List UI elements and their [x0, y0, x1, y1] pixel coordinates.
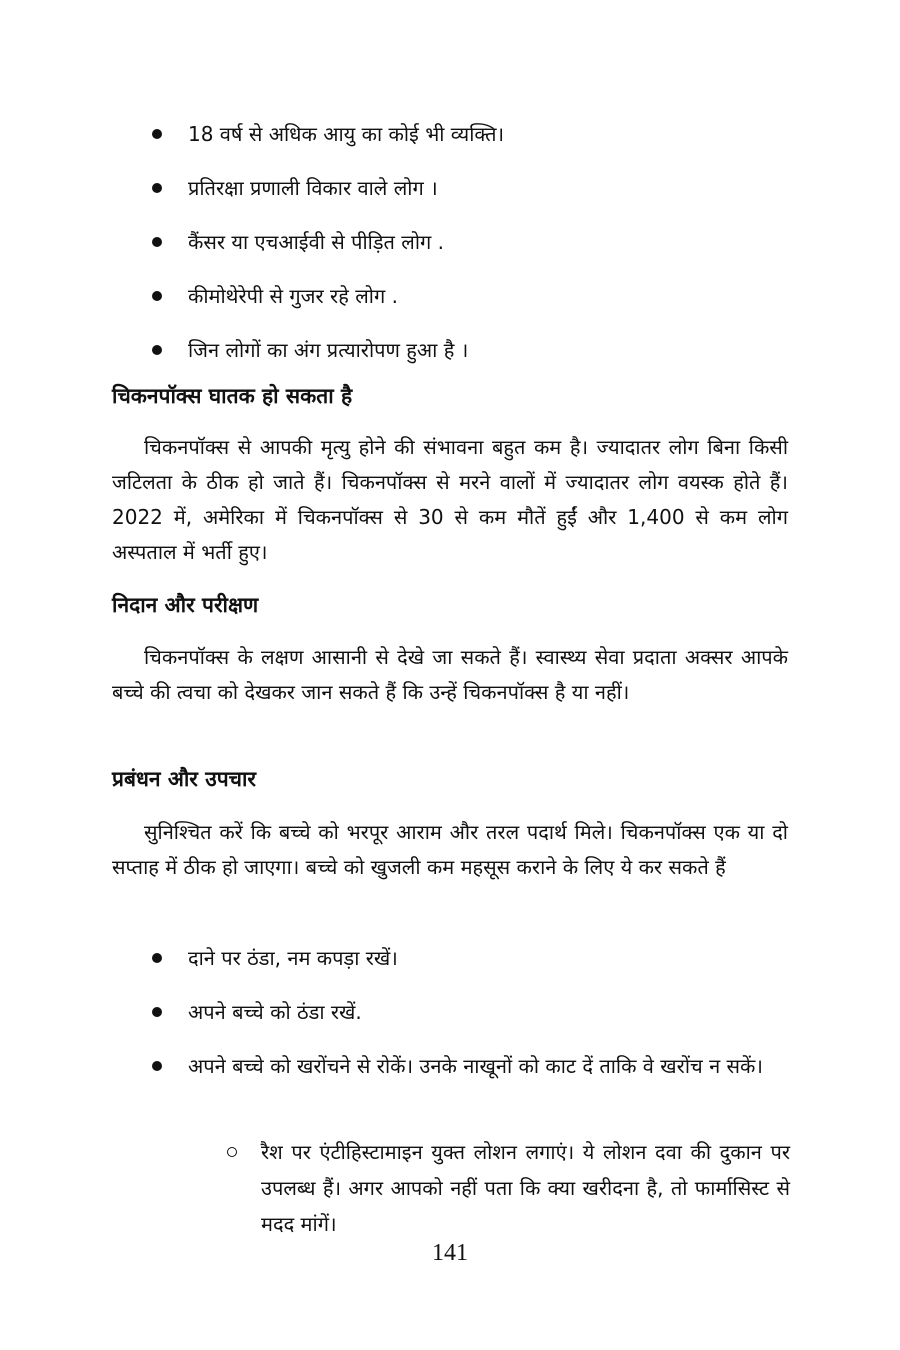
section-heading: निदान और परीक्षण [112, 593, 259, 617]
list-item [150, 170, 790, 206]
list-item [150, 332, 790, 368]
sub-tips-list [225, 1134, 790, 1242]
list-item-text: अपने बच्चे को ठंडा रखें. [188, 1000, 362, 1024]
section-paragraph: सुनिश्चित करें कि बच्चे को भरपूर आराम और तरल पदार्थ मिले। चिकनपॉक्स एक या दो सप्ताह में ठीक हो जाएगा। बच्चे को खुजली कम महसूस कराने के लिए ये कर सकते हैं [112, 820, 788, 879]
list-item-text: रैश पर एंटीहिस्टामाइन युक्त लोशन लगाएं। ये लोशन दवा की दुकान पर उपलब्ध हैं। अगर आपको नहीं पता कि क्या खरीदना है, तो फार्मासिस्ट से मदद मांगें। [261, 1140, 790, 1236]
list-item-text: जिन लोगों का अंग प्रत्यारोपण हुआ है । [188, 338, 469, 362]
list-item [150, 994, 790, 1030]
bullet-icon [152, 1007, 162, 1017]
bullet-icon [152, 129, 162, 139]
bullet-icon [152, 345, 162, 355]
list-item [150, 116, 790, 152]
care-tips-list [150, 940, 790, 1084]
list-item-text: 18 वर्ष से अधिक आयु का कोई भी व्यक्ति। [188, 122, 505, 146]
list-item-text: अपने बच्चे को खरोंचने से रोकें। उनके नाखूनों को काट दें ताकि वे खरोंच न सकें। [188, 1054, 763, 1078]
bullet-icon [152, 183, 162, 193]
bullet-icon [152, 291, 162, 301]
list-item-text: कैंसर या एचआईवी से पीड़ित लोग . [188, 230, 445, 254]
circle-bullet-icon [227, 1147, 237, 1157]
section-paragraph: चिकनपॉक्स से आपकी मृत्यु होने की संभावना बहुत कम है। ज्यादातर लोग बिना किसी जटिलता के ठीक हो जाते हैं। चिकनपॉक्स से मरने वालों में ज्यादातर लोग वयस्क होते हैं। 2022 में, अमेरिका में चिकनपॉक्स से 30 से कम मौतें हुईं और 1,400 से कम लोग अस्पताल में भर्ती हुए। [112, 435, 788, 564]
list-item [225, 1134, 790, 1242]
bullet-icon [152, 237, 162, 247]
bullet-icon [152, 953, 162, 963]
section-paragraph: चिकनपॉक्स के लक्षण आसानी से देखे जा सकते हैं। स्वास्थ्य सेवा प्रदाता अक्सर आपके बच्चे की त्वचा को देखकर जान सकते हैं कि उन्हें चिकनपॉक्स है या नहीं। [112, 645, 788, 704]
list-item [150, 278, 790, 314]
list-item [150, 1048, 790, 1084]
list-item-text: कीमोथेरेपी से गुजर रहे लोग . [188, 284, 398, 308]
page-number: 141 [432, 1240, 468, 1266]
bullet-icon [152, 1061, 162, 1071]
list-item [150, 224, 790, 260]
section-heading: चिकनपॉक्स घातक हो सकता है [112, 384, 353, 408]
risk-group-list [150, 116, 790, 368]
list-item-text: दाने पर ठंडा, नम कपड़ा रखें। [188, 946, 398, 970]
list-item-text: प्रतिरक्षा प्रणाली विकार वाले लोग । [188, 176, 438, 200]
list-item [150, 940, 790, 976]
section-heading: प्रबंधन और उपचार [112, 767, 257, 791]
